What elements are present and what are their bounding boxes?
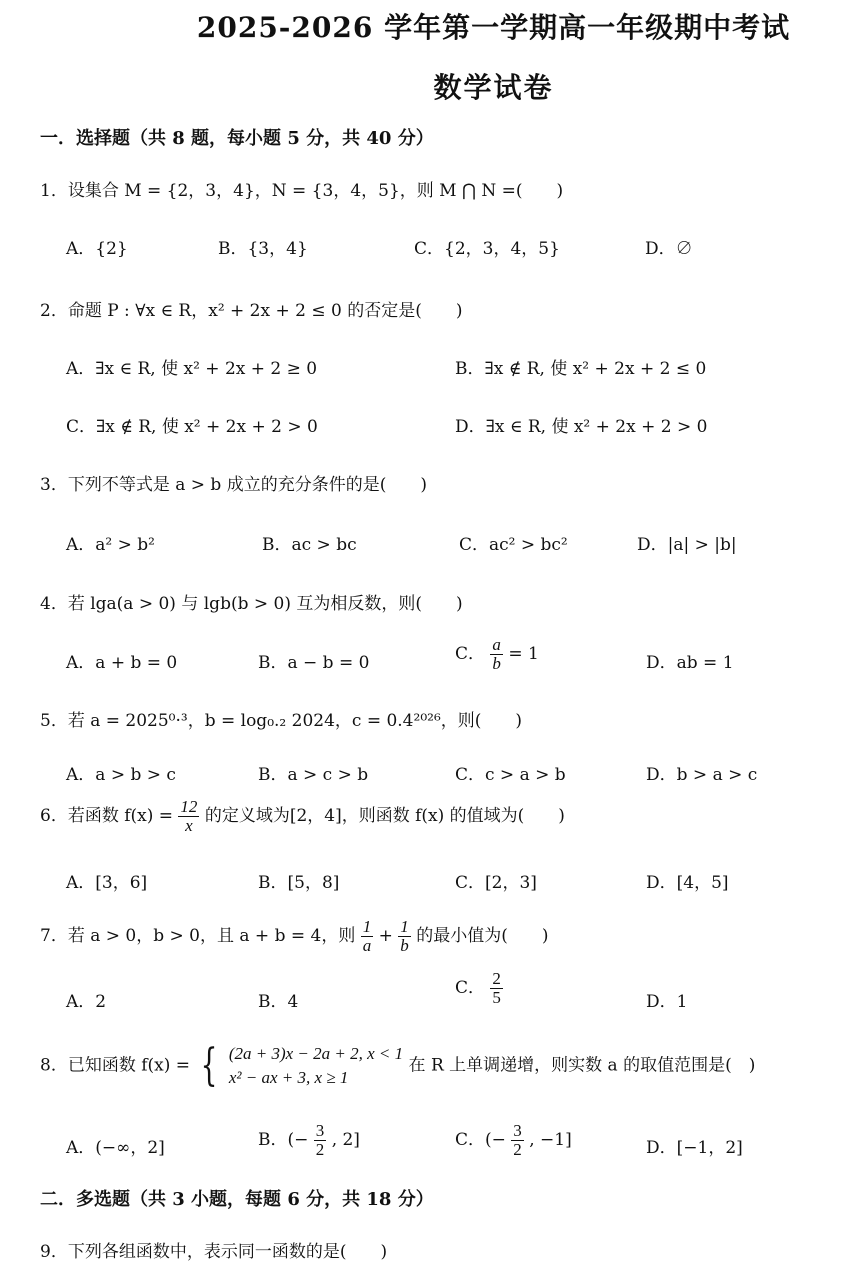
q1-option-d: D．∅ <box>645 239 693 259</box>
q6-option-c: C．[2，3] <box>455 873 537 893</box>
piecewise-brace: { <box>201 1040 218 1091</box>
q7-stem-post: 的最小值为( ) <box>416 926 549 946</box>
question-7 <box>40 918 548 955</box>
q4-option-b: B．a − b = 0 <box>258 653 370 673</box>
question-4: 4．若 lga(a > 0) 与 lgb(b > 0) 互为相反数，则( ) <box>40 594 463 614</box>
q6-stem-post: 的定义域为[2，4]，则函数 f(x) 的值域为( ) <box>204 806 565 826</box>
q8-piecewise <box>229 1042 403 1090</box>
q5-option-b: B．a > c > b <box>258 765 369 785</box>
q8-c-denominator: 2 <box>513 1140 522 1159</box>
q7-c-denominator: 5 <box>492 988 501 1007</box>
q4-c-numerator: a <box>492 635 501 654</box>
q6-option-b: B．[5，8] <box>258 873 340 893</box>
q8-stem-post: 在 R 上单调递增，则实数 a 的取值范围是( ) <box>408 1055 756 1076</box>
q6-stem-pre: 6．若函数 f(x) = <box>40 806 174 826</box>
question-3: 3．下列不等式是 a > b 成立的充分条件的是( ) <box>40 475 427 495</box>
question-1: 1．设集合 M = {2，3，4}，N = {3，4，5}，则 M ⋂ N =( ) <box>40 181 564 201</box>
q8-b-numerator: 3 <box>315 1121 325 1140</box>
question-6 <box>40 798 565 835</box>
exam-title: 2025-2026 学年第一学期高一年级期中考试 <box>196 11 791 44</box>
q4-option-d: D．ab = 1 <box>646 653 734 673</box>
q7-f1-denominator: a <box>362 936 372 955</box>
q6-denominator: x <box>185 816 193 835</box>
q8-option-b-tail: , 2] <box>331 1130 360 1150</box>
q8-option-c-tail: , −1] <box>529 1130 572 1150</box>
q8-option-d: D．[−1，2] <box>646 1138 743 1158</box>
q6-numerator: 12 <box>180 797 198 816</box>
section-two-heading: 二．多选题（共 3 小题，每题 6 分，共 18 分） <box>40 1189 434 1210</box>
q7-f1-numerator: 1 <box>362 917 372 936</box>
q3-option-b: B．ac > bc <box>262 535 357 555</box>
section-one-heading: 一．选择题（共 8 题，每小题 5 分，共 40 分） <box>40 128 434 149</box>
q4-option-c-label: C． <box>455 644 486 664</box>
q7-f2-denominator: b <box>400 936 409 955</box>
q2-option-b: B．∃x ∉ R, 使 x² + 2x + 2 ≤ 0 <box>455 359 707 379</box>
q1-option-a: A．{2} <box>66 239 128 259</box>
q7-f2-numerator: 1 <box>400 917 409 936</box>
q6-option-a: A．[3，6] <box>66 873 148 893</box>
q7-fraction-1 <box>361 918 374 955</box>
q7-option-d: D．1 <box>646 992 688 1012</box>
q7-fraction-2 <box>398 918 411 955</box>
q7-option-c-fraction <box>490 970 503 1007</box>
q7-c-numerator: 2 <box>492 969 501 988</box>
q2-option-c: C．∃x ∉ R, 使 x² + 2x + 2 > 0 <box>66 417 318 437</box>
q8-option-a: A．(−∞，2] <box>66 1138 165 1158</box>
q3-option-d: D．|a| > |b| <box>637 535 737 555</box>
q5-option-c: C．c > a > b <box>455 765 566 785</box>
q8-piece-2: x² − ax + 3, x ≥ 1 <box>228 1068 349 1087</box>
q4-option-c-fraction <box>490 636 503 673</box>
q4-option-c-tail: = 1 <box>508 644 539 664</box>
q7-option-b: B．4 <box>258 992 299 1012</box>
q3-option-c: C．ac² > bc² <box>459 535 568 555</box>
q7-stem-pre: 7．若 a > 0，b > 0，且 a + b = 4，则 <box>40 926 356 946</box>
q6-option-d: D．[4，5] <box>646 873 729 893</box>
q4-option-a: A．a + b = 0 <box>66 653 178 673</box>
q4-option-c <box>455 636 539 673</box>
q5-option-d: D．b > a > c <box>646 765 758 785</box>
q8-option-c <box>455 1122 572 1159</box>
q1-option-b: B．{3，4} <box>218 239 308 259</box>
q8-b-denominator: 2 <box>315 1140 325 1159</box>
q8-option-b-fraction <box>314 1122 327 1159</box>
q5-option-a: A．a > b > c <box>66 765 176 785</box>
q8-stem-pre: 8．已知函数 f(x) = <box>40 1055 191 1076</box>
q2-option-a: A．∃x ∈ R, 使 x² + 2x + 2 ≥ 0 <box>66 359 318 379</box>
question-2: 2．命题 P : ∀x ∈ R，x² + 2x + 2 ≤ 0 的否定是( ) <box>40 301 463 321</box>
q8-option-b-label: B．(− <box>258 1130 309 1150</box>
q6-fraction <box>178 798 199 835</box>
question-5: 5．若 a = 2025⁰·³，b = log₀.₂ 2024，c = 0.4²⁰²⁶，则( ) <box>40 711 523 731</box>
question-9: 9．下列各组函数中，表示同一函数的是( ) <box>40 1242 388 1262</box>
q7-plus: + <box>378 926 393 946</box>
q8-option-c-label: C．(− <box>455 1130 506 1150</box>
q7-option-c-label: C． <box>455 978 486 998</box>
question-8 <box>40 1042 755 1090</box>
q1-option-c: C．{2，3，4，5} <box>414 239 560 259</box>
q7-option-a: A．2 <box>66 992 107 1012</box>
q8-option-c-fraction <box>511 1122 524 1159</box>
q2-option-d: D．∃x ∈ R, 使 x² + 2x + 2 > 0 <box>455 417 708 437</box>
q3-option-a: A．a² > b² <box>66 535 155 555</box>
q8-piece-1: (2a + 3)x − 2a + 2, x < 1 <box>228 1044 404 1063</box>
exam-subtitle: 数学试卷 <box>433 71 554 104</box>
q7-option-c <box>455 970 503 1007</box>
q4-c-denominator: b <box>492 654 501 673</box>
q8-option-b <box>258 1122 360 1159</box>
q8-c-numerator: 3 <box>513 1121 522 1140</box>
